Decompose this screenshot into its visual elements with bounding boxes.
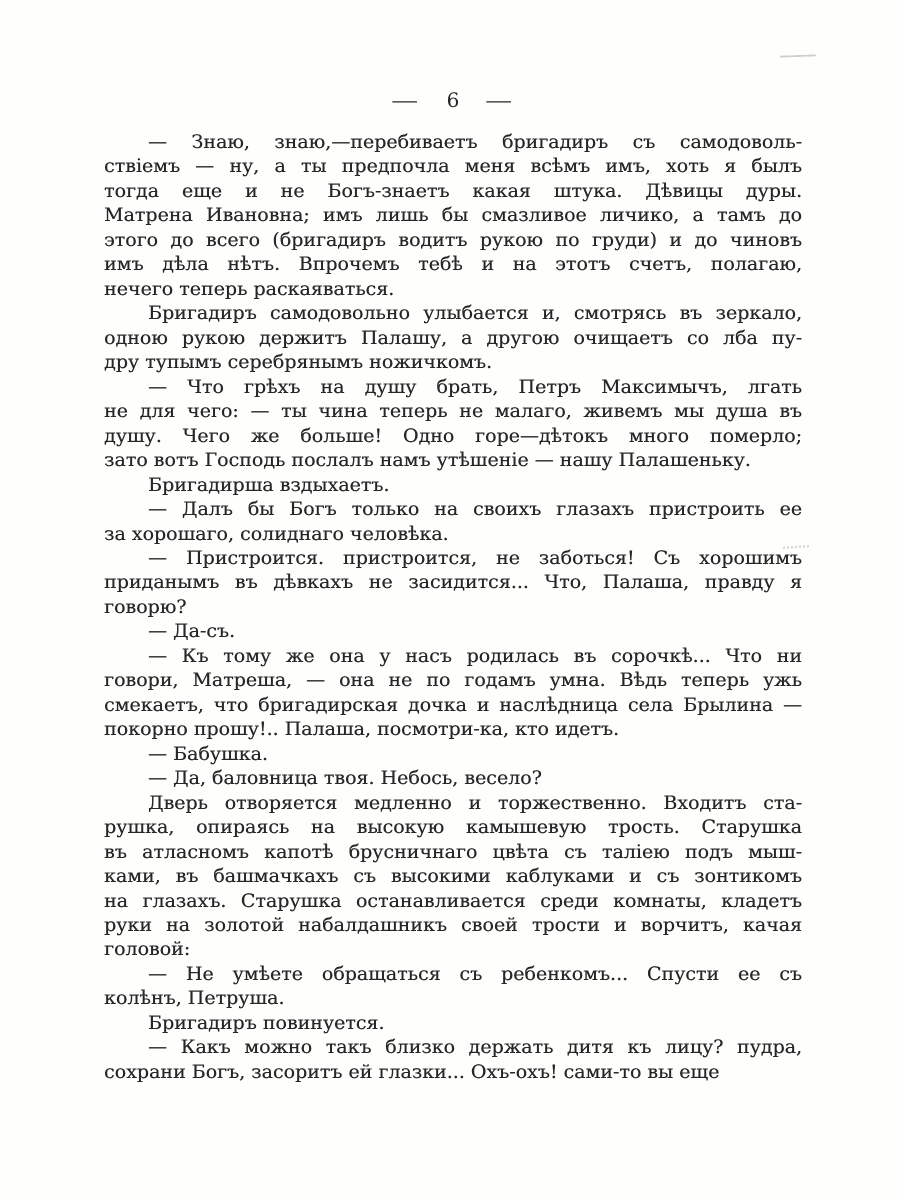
text-line: за хорошаго, солиднаго человѣка. (104, 522, 449, 545)
text-line: душу. Чего же больше! Одно горе—дѣтокъ много померло; (104, 424, 802, 447)
text-line: ками, въ башмачкахъ съ высокими каблуками и съ зонтикомъ (104, 865, 802, 888)
text-line: — Знаю, знаю,—перебиваетъ бригадиръ съ самодоволь- (148, 131, 802, 153)
text-line: Бригадирша вздыхаетъ. (148, 473, 390, 496)
text-line: покорно прошу!.. Палаша, посмотри-ка, кто идетъ. (104, 718, 620, 741)
text-line: тогда еще и не Богъ-знаетъ какая штука. Дѣвицы дуры. (104, 179, 802, 202)
text-line: этого до всего (бригадиръ водитъ рукою по груди) и до чиновъ (104, 228, 802, 251)
text-line: руки на золотой набалдашникъ своей трости и ворчитъ, качая (104, 914, 802, 936)
text-line: — Да-съ. (148, 620, 236, 643)
text-line: приданымъ въ дѣвкахъ не засидится... Что, Палаша, правду я (104, 571, 802, 594)
text-line: на глазахъ. Старушка останавливается среди комнаты, кладетъ (104, 889, 802, 912)
text-line: головой: (104, 938, 191, 961)
text-line: — Далъ бы Богъ только на своихъ глазахъ пристроить ее (148, 498, 802, 521)
page-number: 6 (446, 88, 460, 112)
text-line: — Да, баловница твоя. Небось, весело? (148, 767, 542, 790)
page-text (104, 130, 802, 1084)
text-line: колѣнъ, Петруша. (104, 987, 285, 1010)
text-line: — Какъ можно такъ близко держать дитя къ лицу? пудра, (148, 1036, 802, 1059)
text-line: рушка, опираясь на высокую камышевую трость. Старушка (104, 816, 802, 839)
text-line: — Пристроится. пристроится, не заботься! Съ хорошимъ (148, 546, 802, 569)
page-header (104, 88, 802, 112)
text-line: нечего теперь раскаяваться. (104, 277, 395, 300)
text-line: не для чего: — ты чина теперь не малаго, живемъ мы душа въ (104, 400, 802, 423)
text-line: — Къ тому же она у насъ родилась въ сорочкѣ... Что ни (148, 644, 802, 667)
text-line: имъ дѣла нѣтъ. Впрочемъ тебѣ и на этотъ счетъ, полагаю, (104, 253, 802, 276)
text-line: дру тупымъ серебрянымъ ножичкомъ. (104, 351, 493, 374)
text-line: Бригадиръ повинуется. (148, 1011, 385, 1034)
text-line: — Что грѣхъ на душу брать, Петръ Максимычъ, лгать (148, 375, 802, 398)
scan-artifact-top-right (780, 54, 816, 57)
text-line: Дверь отворяется медленно и торжественно. Входитъ ста- (148, 791, 802, 814)
text-line: смекаетъ, что бригадирская дочка и наслѣдница села Брылина — (104, 693, 802, 716)
text-line: сохрани Богъ, засоритъ ей глазки... Охъ-охъ! сами-то вы еще (104, 1060, 720, 1083)
text-line: — Не умѣете обращаться съ ребенкомъ... Спусти ее съ (148, 962, 802, 985)
text-line: одною рукою держитъ Палашу, а другою очищаетъ со лба пу- (104, 326, 802, 349)
text-line: Бригадиръ самодовольно улыбается и, смотрясь въ зеркало, (148, 302, 802, 325)
text-line: зато вотъ Господь послалъ намъ утѣшеніе — нашу Палашеньку. (104, 449, 751, 472)
text-line: ствіемъ — ну, а ты предпочла меня всѣмъ имъ, хоть я былъ (104, 155, 802, 178)
text-line: Матрена Ивановна; имъ лишь бы смазливое личико, а тамъ до (104, 204, 802, 227)
text-line: говорю? (104, 595, 187, 618)
header-dash-left: — (390, 88, 421, 112)
text-line: въ атласномъ капотѣ брусничнаго цвѣта съ таліею подъ мыш- (104, 840, 802, 863)
header-dash-right: — (485, 88, 516, 112)
text-line: — Бабушка. (148, 742, 268, 765)
text-line: говори, Матреша, — она не по годамъ умна. Вѣдь теперь ужь (104, 669, 802, 692)
